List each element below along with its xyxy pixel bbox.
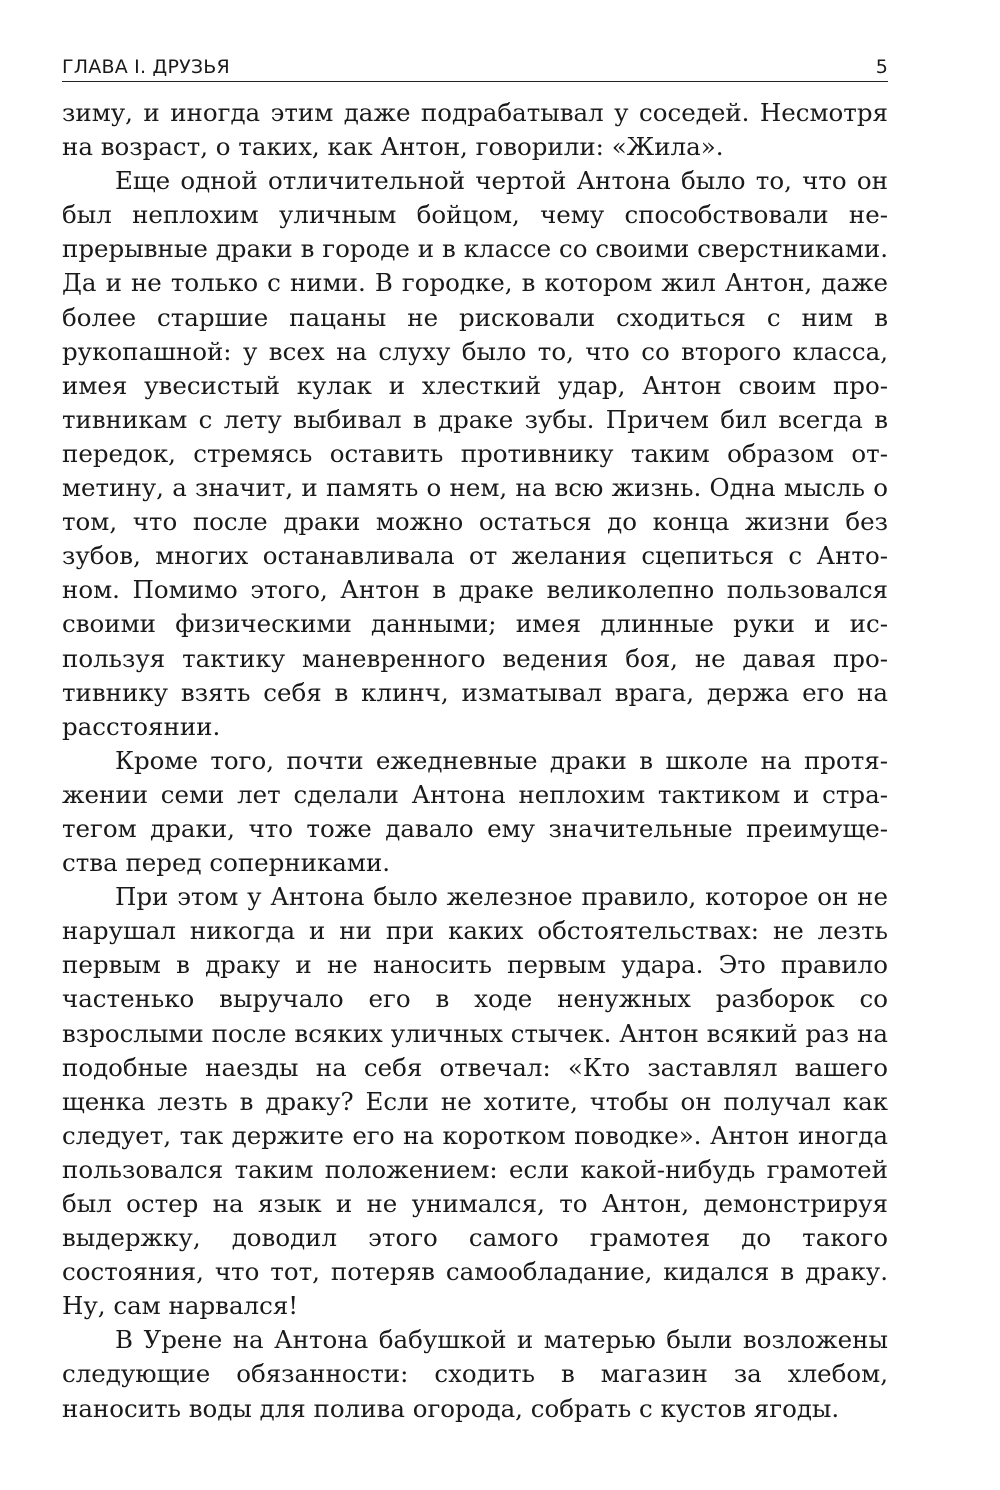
paragraph: В Урене на Антона бабушкой и матерью были возложены следующие обязанности: сходить в магазин за хлебом, наносить воды для полива огорода, собрать с кустов ягоды. — [62, 1325, 888, 1423]
body-text — [62, 96, 888, 1426]
book-page — [62, 56, 888, 1426]
running-header — [62, 56, 888, 82]
paragraph: зиму, и иногда этим даже подрабатывал у соседей. Несмотря на возраст, о таких, как Антон, говорили: «Жила». — [62, 98, 888, 162]
chapter-title: ГЛАВА I. ДРУЗЬЯ — [62, 56, 230, 78]
paragraph: Еще одной отличительной чертой Антона было то, что он был неплохим уличным бойцом, чему способствовали непрерывные драки в городе и в классе со своими сверстниками. Да и не только с ними. В городке, в котором жил Антон, даже более старшие пацаны не рисковали сходиться с ним в рукопашной: у всех на слуху было то, что со второго класса, имея увесистый кулак и хлесткий удар, Антон своим противникам с лету выбивал в драке зубы. Причем бил всегда в передок, стремясь оставить противнику таким образом отметину, а значит, и память о нем, на всю жизнь. Одна мысль о том, что после драки можно остаться до конца жизни без зубов, многих останавливала от желания сцепиться с Антоном. Помимо этого, Антон в драке великолепно пользовался своими физическими данными; имея длинные руки и используя тактику маневренного ведения боя, не давая противнику взять себя в клинч, изматывал врага, держа его на расстоянии. — [62, 166, 888, 741]
paragraph: При этом у Антона было железное правило, которое он не нарушал никогда и ни при каких обстоятельствах: не лезть первым в драку и не наносить первым удара. Это правило частенько выручало его в ходе ненужных разборок со взрослыми после всяких уличных стычек. Антон всякий раз на подобные наезды на себя отвечал: «Кто заставлял вашего щенка лезть в драку? Если не хотите, чтобы он получал как следует, так держите его на коротком поводке». Антон иногда пользовался таким положением: если какой-нибудь грамотей был остер на язык и не унимался, то Антон, демонстрируя выдержку, доводил этого самого грамотея до такого состояния, что тот, потеряв самообладание, кидался в драку. Ну, сам нарвался! — [62, 882, 888, 1321]
paragraph: Кроме того, почти ежедневные драки в школе на протяжении семи лет сделали Антона неплохим тактиком и стратегом драки, что тоже давало ему значительные преимущества перед соперниками. — [62, 745, 888, 878]
page-number: 5 — [875, 56, 888, 78]
